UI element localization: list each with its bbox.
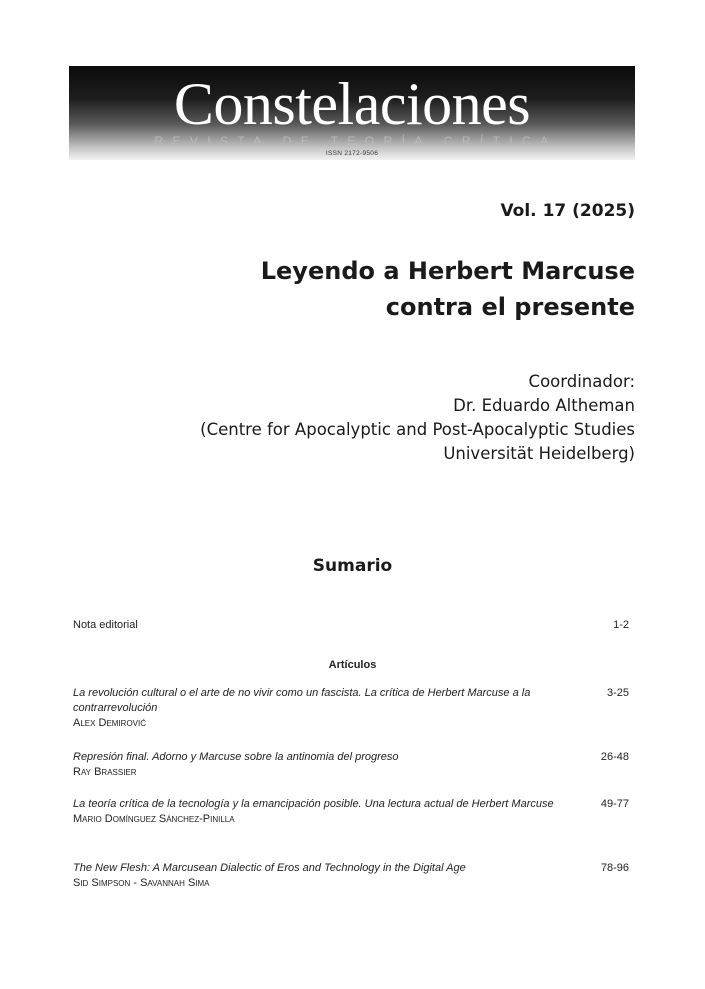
summary-heading: Sumario	[312, 556, 393, 576]
journal-issn: ISSN 2172-9506	[325, 150, 379, 157]
toc-editorial-label: Nota editorial	[73, 619, 138, 631]
issue-title-line-1: Leyendo a Herbert Marcuse	[260, 257, 635, 285]
toc-article-author: Sid Simpson - Savannah Sima	[73, 877, 210, 889]
toc-article-pages: 26-48	[600, 751, 629, 763]
toc-article-pages: 3-25	[606, 687, 629, 699]
journal-title: Constelaciones	[173, 71, 531, 137]
volume-label: Vol. 17 (2025)	[500, 201, 635, 221]
issue-title-line-2: contra el presente	[385, 293, 635, 321]
toc-article-title: La teoría crítica de la tecnología y la emancipación posible. Una lectura actual de Herbert Marcuse	[73, 798, 554, 810]
toc-article-title: La revolución cultural o el arte de no vivir como un fascista. La crítica de Herbert Marcuse a la contrarrevolución	[73, 687, 531, 714]
toc-article-author: Mario Domínguez Sánchez-Pinilla	[73, 813, 235, 825]
journal-masthead	[69, 66, 635, 160]
toc-article	[73, 686, 635, 731]
coordinator-affiliation-line-1: (Centre for Apocalyptic and Post-Apocalyptic Studies	[200, 420, 635, 439]
toc-article-author: Alex Demirović	[73, 717, 147, 729]
toc-editorial-pages: 1-2	[613, 619, 629, 631]
toc-article-author: Ray Brassier	[73, 766, 137, 778]
coordinator-affiliation-line-2: Universität Heidelberg)	[443, 444, 635, 463]
toc-article-title: The New Flesh: A Marcusean Dialectic of Eros and Technology in the Digital Age	[73, 862, 466, 874]
toc-article	[73, 861, 635, 891]
issue-title	[261, 253, 635, 325]
journal-subtitle: REVISTA DE TEORÍA CRÍTICA	[154, 134, 558, 148]
toc-article-pages: 49-77	[600, 798, 629, 810]
coordinator-name: Dr. Eduardo Altheman	[453, 396, 635, 415]
coordinator-block	[200, 370, 635, 466]
toc-article	[73, 750, 635, 780]
toc-article-pages: 78-96	[600, 862, 629, 874]
toc-article	[73, 797, 635, 827]
coordinator-label: Coordinador:	[528, 372, 635, 391]
toc-editorial	[73, 618, 635, 633]
section-heading-articles: Artículos	[328, 659, 377, 671]
toc-article-title: Represión final. Adorno y Marcuse sobre la antinomia del progreso	[73, 751, 399, 763]
